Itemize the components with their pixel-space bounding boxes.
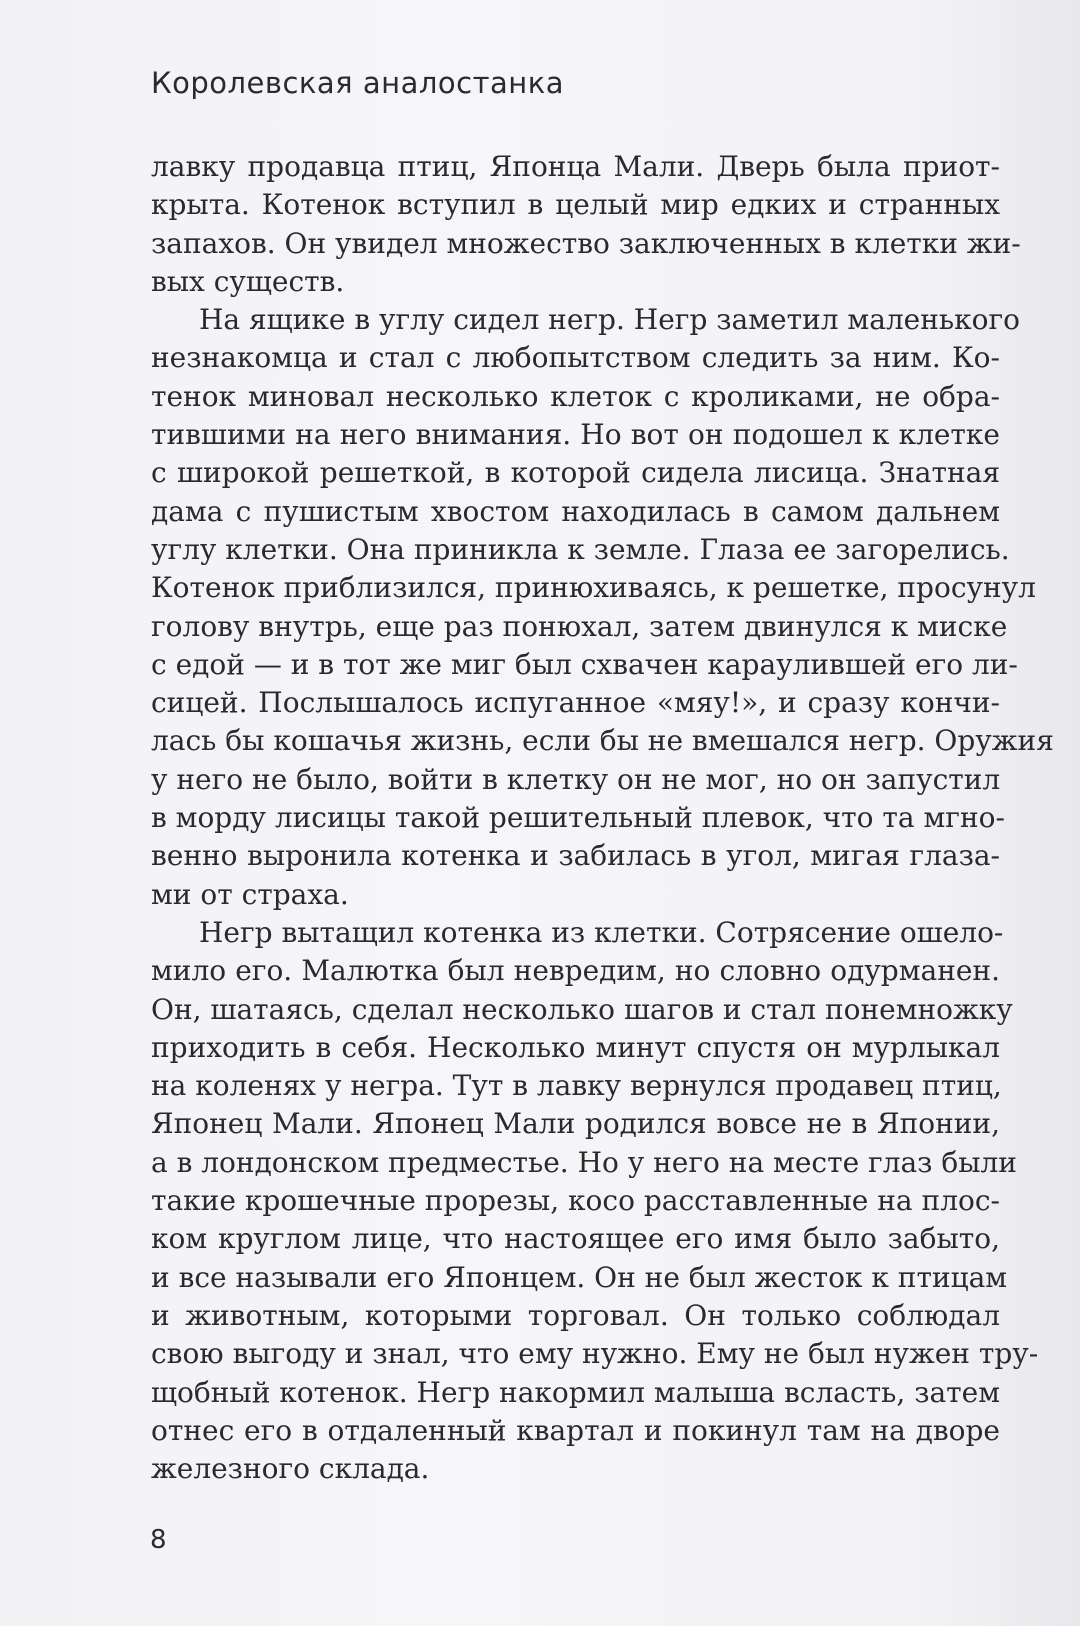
text-line: Японец Мали. Японец Мали родился вовсе не в Японии,	[151, 1107, 1000, 1141]
text-line: отнес его в отдаленный квартал и покинул там на дворе	[151, 1413, 1000, 1447]
text-line: тившими на него внимания. Но вот он подошел к клетке	[151, 418, 1000, 452]
text-line: Он, шатаясь, сделал несколько шагов и стал понемножку	[151, 992, 1013, 1026]
page-number: 8	[150, 1525, 167, 1555]
text-line: в морду лисицы такой решительный плевок, что та мгно-	[151, 801, 1005, 835]
text-line: крыта. Котенок вступил в целый мир едких и странных	[151, 188, 1000, 222]
text-line: и животным, которыми торговал. Он только соблюдал	[151, 1298, 1000, 1332]
text-line: запахов. Он увидел множество заключенных в клетки жи-	[151, 226, 1021, 260]
running-head: Королевская аналостанка	[151, 66, 564, 100]
text-line: вых существ.	[151, 264, 345, 298]
text-line: сицей. Послышалось испуганное «мяу!», и сразу кончи-	[151, 686, 1000, 720]
body-text	[151, 148, 1054, 1488]
text-line: с широкой решеткой, в которой сидела лисица. Знатная	[151, 456, 1000, 490]
text-line: дама с пушистым хвостом находилась в самом дальнем	[151, 494, 1000, 528]
text-line: такие крошечные прорезы, косо расставленные на плос-	[151, 1184, 1000, 1218]
text-line: железного склада.	[151, 1452, 430, 1486]
text-line: голову внутрь, еще раз понюхал, затем двинулся к миске	[151, 609, 1008, 643]
text-line: На ящике в углу сидел негр. Негр заметил маленького	[199, 303, 1021, 337]
text-line: венно выронила котенка и забилась в угол, мигая глаза-	[151, 839, 1000, 873]
text-line: на коленях у негра. Тут в лавку вернулся продавец птиц,	[151, 1069, 1002, 1103]
text-line: у него не было, войти в клетку он не мог, но он запустил	[151, 762, 1001, 796]
text-line: ми от страха.	[151, 877, 349, 911]
text-line: ком круглом лице, что настоящее его имя было забыто,	[151, 1222, 1000, 1256]
text-line: свою выгоду и знал, что ему нужно. Ему не был нужен тру-	[151, 1337, 1039, 1371]
text-line: углу клетки. Она приникла к земле. Глаза ее загорелись.	[151, 532, 1010, 566]
text-line: а в лондонском предместье. Но у него на месте глаз были	[151, 1145, 1017, 1179]
text-line: и все называли его Японцем. Он не был жесток к птицам	[151, 1260, 1008, 1294]
text-line: Котенок приблизился, принюхиваясь, к решетке, просунул	[151, 571, 1036, 605]
text-line: незнакомца и стал с любопытством следить за ним. Ко-	[151, 341, 1000, 375]
text-line: мило его. Малютка был невредим, но словно одурманен.	[151, 954, 1000, 988]
text-line: приходить в себя. Несколько минут спустя он мурлыкал	[151, 1030, 1000, 1064]
text-line: Негр вытащил котенка из клетки. Сотрясение ошело-	[199, 915, 1004, 949]
text-line: лавку продавца птиц, Японца Мали. Дверь была приот-	[151, 150, 1000, 183]
text-line: с едой — и в тот же миг был схвачен караулившей его ли-	[151, 647, 1018, 681]
text-line: лась бы кошачья жизнь, если бы не вмешался негр. Оружия	[151, 724, 1054, 758]
text-line: тенок миновал несколько клеток с кроликами, не обра-	[151, 379, 1000, 413]
text-line: щобный котенок. Негр накормил малыша всласть, затем	[151, 1375, 1000, 1409]
